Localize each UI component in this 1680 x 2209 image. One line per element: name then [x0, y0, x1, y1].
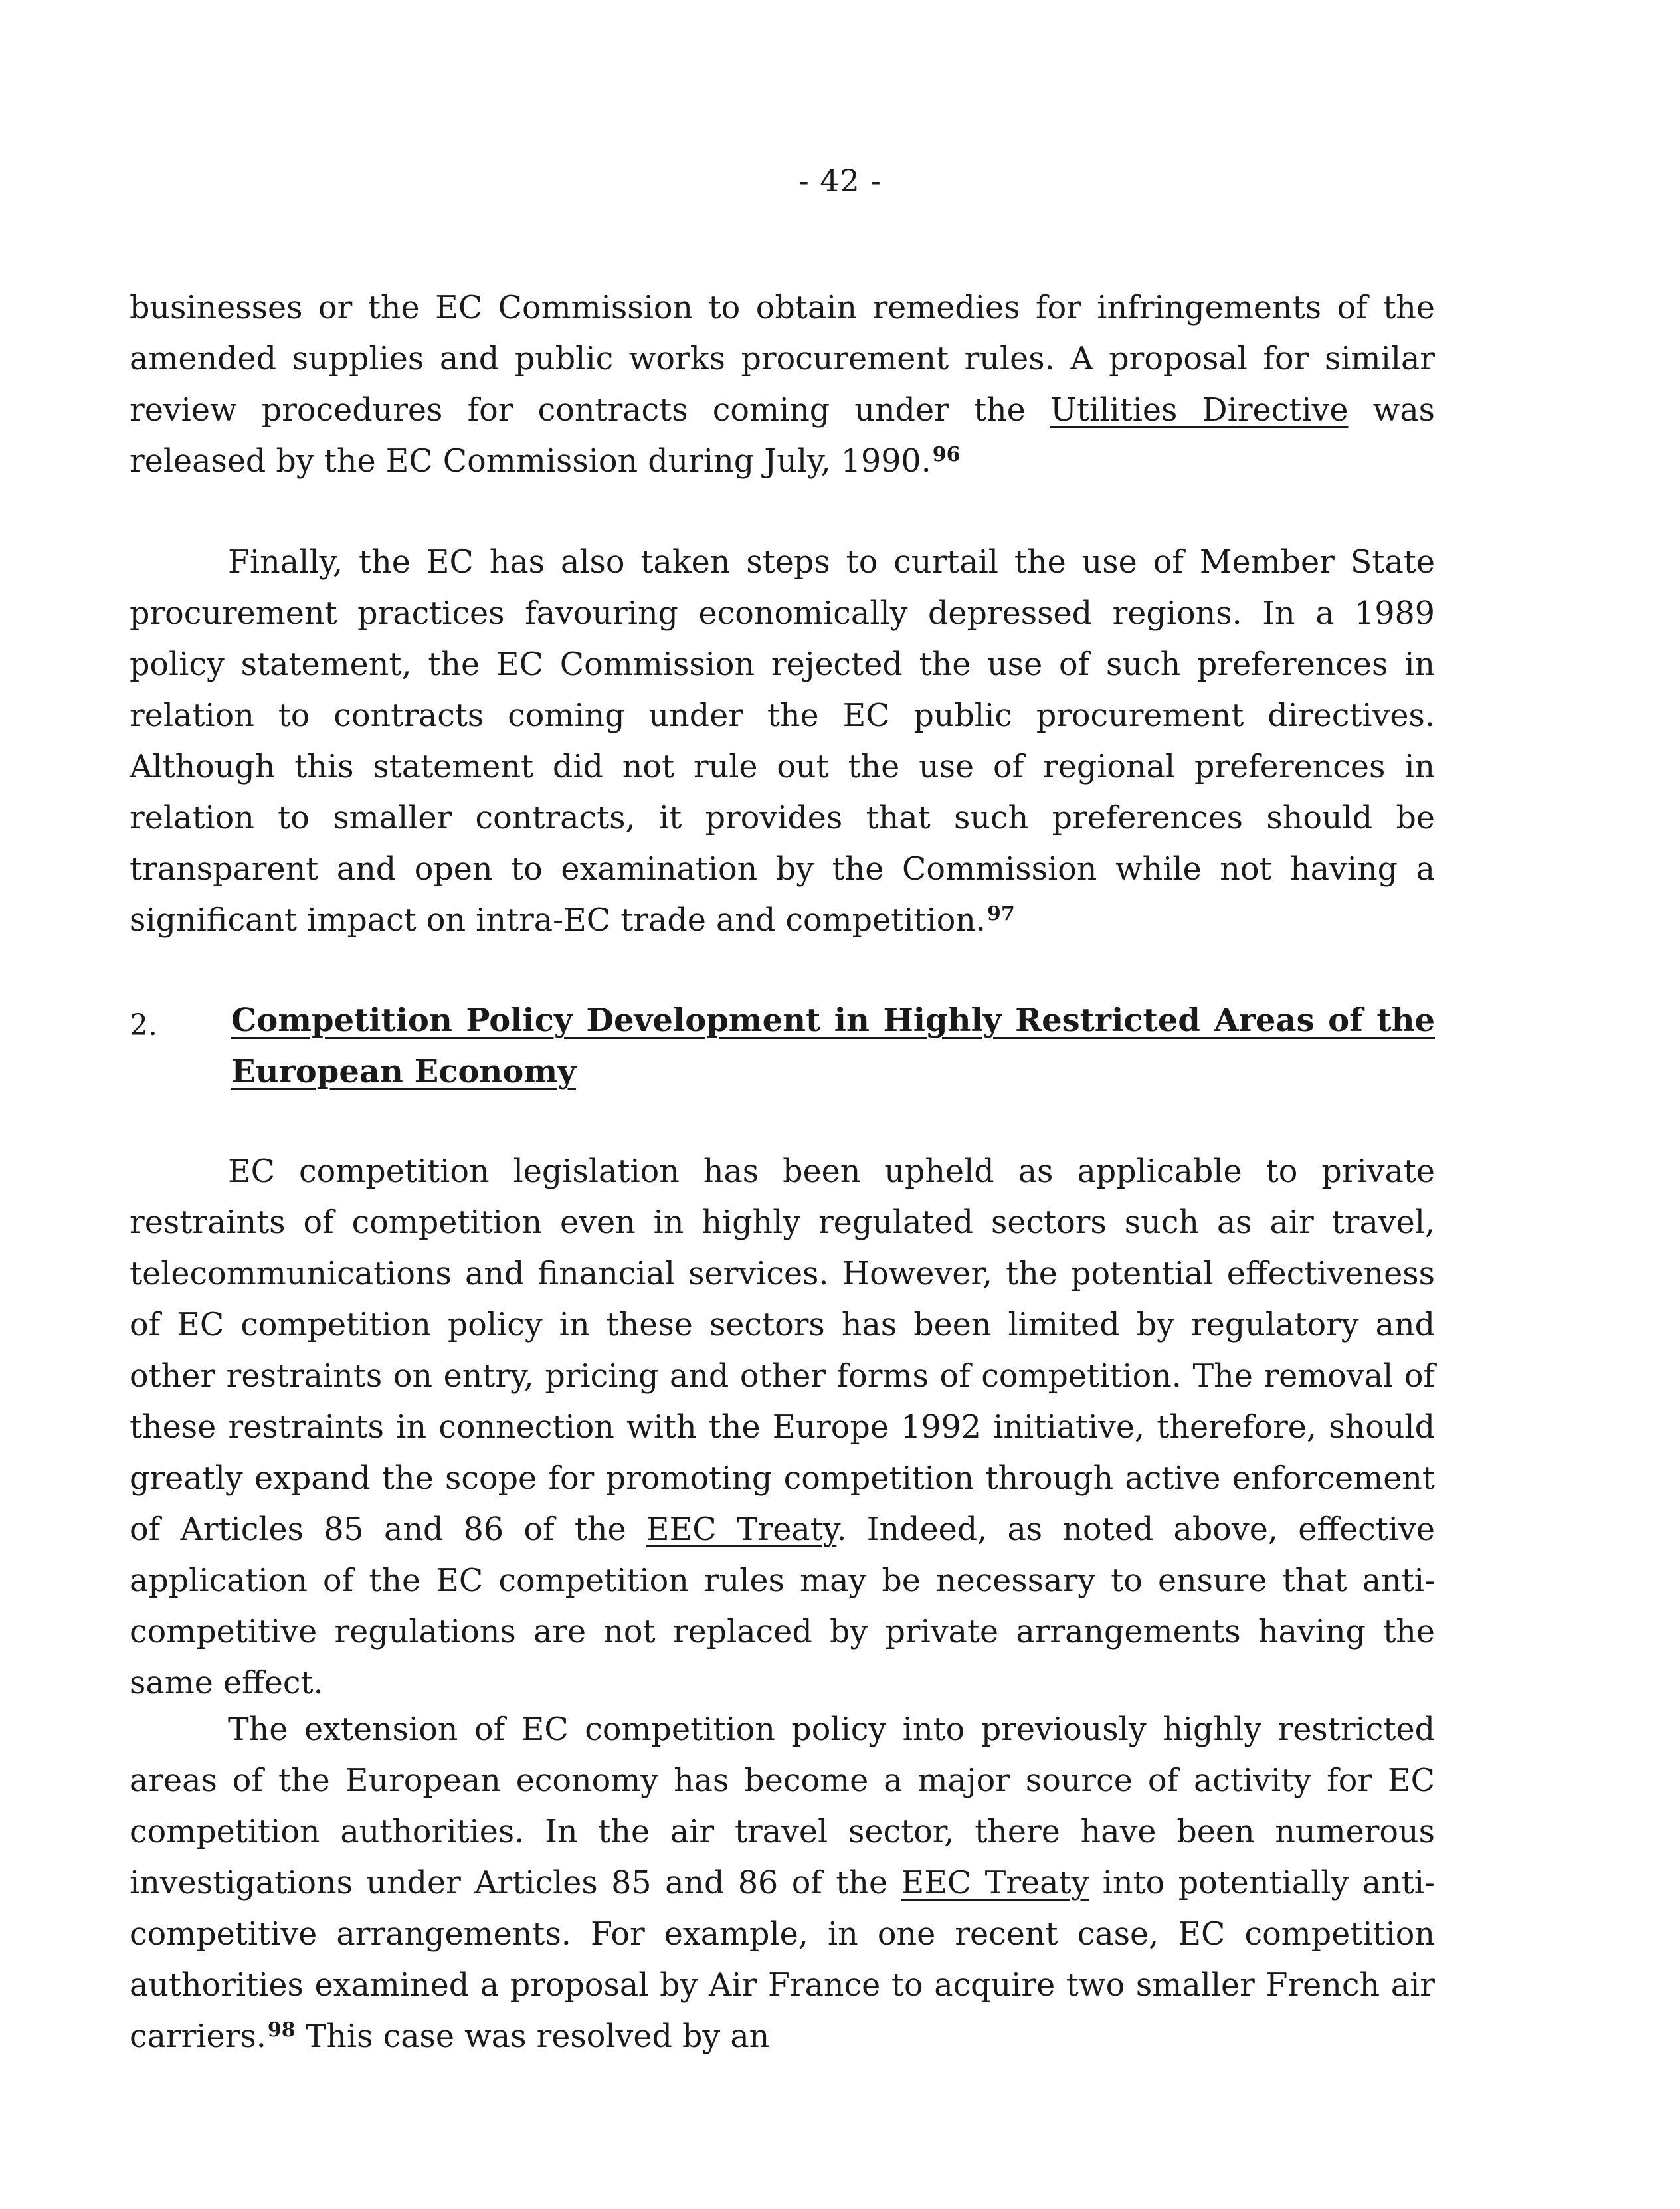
footnote-marker: 98 — [267, 2018, 296, 2042]
paragraph — [130, 537, 1435, 950]
underlined-citation: Utilities Directive — [1050, 392, 1349, 429]
underlined-citation: EEC Treaty — [901, 1865, 1089, 1901]
paragraph-text: EC competition legislation has been upheld as applicable to private restraints of competition even in highly regulated sectors such as air travel, telecommunications and financial services. However, the potential effectiveness of EC competition policy in these sectors has been limited by regulatory and other restraints on entry, pricing and other forms of competition. The removal of these restraints in connection with the Europe 1992 initiative, therefore, should greatly expand the scope for promoting competition through active enforcement of Articles 85 and 86 of the — [130, 1153, 1435, 1548]
page-number: - 42 - — [798, 163, 882, 199]
paragraph-continuation — [130, 282, 1435, 491]
section-heading: Competition Policy Development in Highly Restricted Areas of the European Economy — [231, 1002, 1435, 1090]
paragraph-text: . Indeed, as noted above, effective application of the EC competition rules may be necessary to ensure that anti-competitive regulations are not replaced by private arrangements having the same effect. — [130, 1511, 1435, 1701]
paragraph-text: This case was resolved by an — [295, 2018, 770, 2055]
footnote-marker: 97 — [987, 902, 1015, 925]
paragraph — [130, 1704, 1435, 2066]
paragraph-text: into potentially anti-competitive arrangements. For example, in one recent case, EC competition authorities examined a proposal by Air France to acquire two smaller French air carriers. — [130, 1865, 1435, 2055]
paragraph-text: The extension of EC competition policy into previously highly restricted areas of the European economy has become a major source of activity for EC competition authorities. In the air travel sector, there have been numerous investigations under Articles 85 and 86 of the — [130, 1711, 1435, 1901]
paragraph-text: businesses or the EC Commission to obtain remedies for infringements of the amended supplies and public works procurement rules. A proposal for similar review procedures for contracts coming under the — [130, 290, 1435, 429]
footnote-marker: 96 — [932, 443, 961, 466]
section-number: 2. — [130, 1008, 157, 1042]
paragraph-text: was released by the EC Commission during July, 1990. — [130, 392, 1436, 480]
underlined-citation: EEC Treaty — [646, 1511, 837, 1548]
paragraph-text: Finally, the EC has also taken steps to curtail the use of Member State procurement practices favouring economically depressed regions. In a 1989 policy statement, the EC Commission rejected the use of such preferences in relation to contracts coming under the EC public procurement directives. Although this statement did not rule out the use of regional preferences in relation to smaller contracts, it provides that such preferences should be transparent and open to examination by the Commission while not having a significant impact on intra-EC trade and competition. — [130, 544, 1435, 939]
paragraph — [130, 1146, 1435, 1709]
